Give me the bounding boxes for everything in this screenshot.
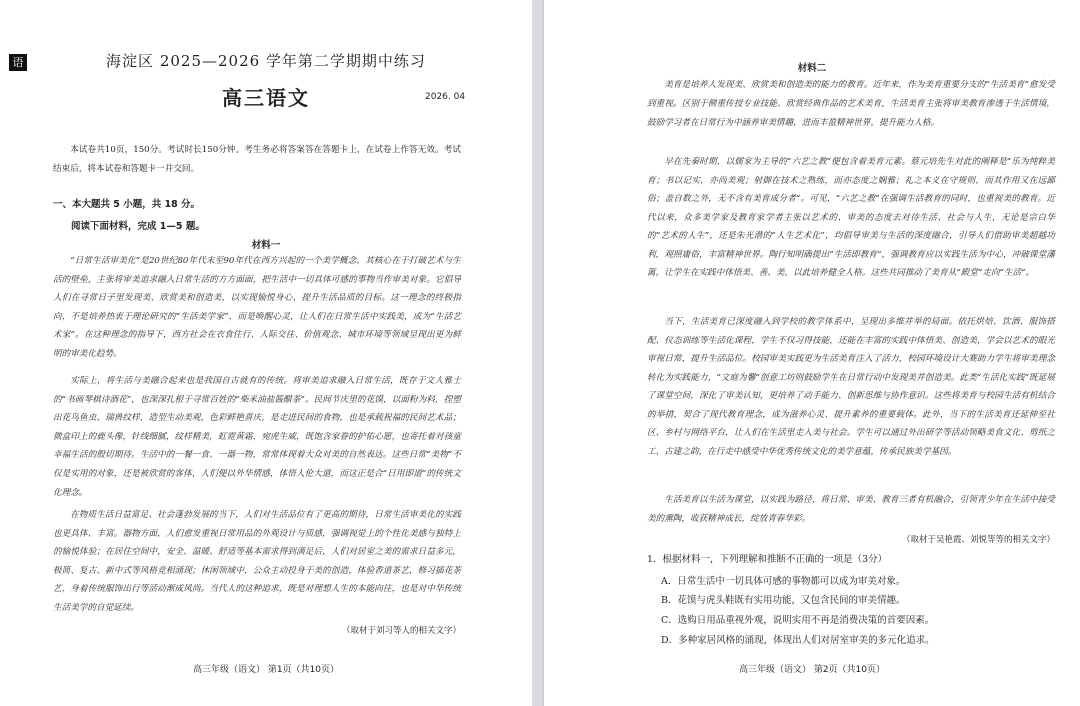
exam-page-2 [544,0,1080,706]
subject-title: 高三语文 [222,86,310,110]
section-heading: 一、本大题共 5 小题，共 18 分。 [53,199,201,210]
material-2-paragraph-1: 美育是培养人发现美、欣赏美和创造美的能力的教育。近年来，作为美育重要分支的“生活美育”愈发受到重视。区别于侧重传授专业技能、欣赏经典作品的艺术美育，生活美育主张将审美教育渗透于生活情境，鼓励学习者在日常行为中涵养审美情趣，进而丰盈精神世界，提升能力人格。 [647,80,1055,128]
page-2-footer: 高三年级（语文） 第2页（共10页） [738,665,886,675]
question-1-option-b: B．花馍与虎头鞋既有实用功能，又包含民间的审美情趣。 [661,595,906,606]
exam-date: 2026. 04 [425,92,466,102]
exam-instructions: 本试卷共10页，150分。考试时长150分钟。考生务必将答案答在答题卡上，在试卷上作答无效。考试结束后，将本试卷和答题卡一并交回。 [53,145,461,174]
subject-tag-badge: 语 [9,54,27,71]
material-2-paragraph-2: 早在先秦时期，以儒家为主导的“六艺之教”便包含着美育元素。蔡元培先生对此的阐释是“乐为纯粹美育；书以记实，亦尚美观；射御在技术之熟练，而亦态度之娴雅；礼之本义在守规则，而其作用又在远鄙俗；盖自数之外，无不含有美育成分者”。可见，“六艺之教”在强调生活教育的同时，也重视美的教育。近代以来，众多美学家及教育家学者主张以艺术的、审美的态度去对待生活、社会与人生，无论是宗白华的“艺术的人生”，还是朱光潜的“人生艺术化”，均倡导审美与生活的深度融合，引导人们借助审美超越功利，观照庸俗，丰富精神世界。陶行知明确提出“生活即教育”，强调教育应以实践生活为中心，冲破课堂藩篱，让学生在实践中体悟美、善、美，以此培养健全人格。这些共同推动了美育从“殿堂”走向“生活”。 [647,157,1055,278]
reading-instruction: 阅读下面材料，完成 1—5 题。 [71,221,205,232]
exam-title: 海淀区 2025—2026 学年第二学期期中练习 [106,52,426,70]
question-1-option-c: C．选购日用品重视外观，说明实用不再是消费决策的首要因素。 [661,615,935,626]
material-1-source: （取材于刘习等人的相关文字） [341,626,461,636]
question-1-option-a: A．日常生活中一切具体可感的事物都可以成为审美对象。 [661,576,906,587]
page-1-footer: 高三年级（语文） 第1页（共10页） [192,665,340,675]
page-gutter [532,0,544,706]
material-1-paragraph-1: “日常生活审美化”是20世纪80年代末至90年代在西方兴起的一个美学概念，其核心在于打破艺术与生活的壁垒，主张将审美追求融入日常生活的方方面面，把生活中一切具体可感的事物当作审美对象。它倡导人们在寻常日子里发现美、欣赏美和创造美，以实现愉悦身心、提升生活品质的目标。这一理念的终极指向，不是培养热衷于理论研究的“生活美学家”，而是唤醒心灵，让人们在日常生活中实践美，成为“生活艺术家”。在这种理念的指导下，西方社会在衣食住行、人际交往、价值观念、城市环境等领域呈现出更为鲜明的审美化趋势。 [53,256,461,359]
material-2-source: （取材于吴艳霞、刘悦等等的相关文字） [901,535,1055,545]
material-2-paragraph-4: 生活美育以生活为课堂，以实践为路径，将日常、审美、教育三者有机融合，引领青少年在生活中接受美的熏陶，收获精神成长，绽放青春华彩。 [647,495,1055,524]
material-1-heading: 材料一 [251,240,281,251]
material-2-heading: 材料二 [797,63,827,74]
exam-page-1 [0,0,532,706]
question-1-option-d: D．多种家居风格的涌现，体现出人们对居室审美的多元化追求。 [661,635,935,646]
material-1-paragraph-2: 实际上，将生活与美融合起来也是我国自古就有的传统。将审美追求融入日常生活，既存于文人雅士的“书画琴棋诗酒花”，也深深扎根于寻常百姓的“柴米油盐酱醋茶”。民间节庆里的花馍，以面粉为料，捏塑出花鸟鱼虫、瑞兽纹样，造型生动美观，色彩鲜艳喜庆，是走进民间的食物，也是承载祝福的民间艺术品；微盒印上的鹿头像，针线细腻，纹样精美，虹霓黄霜，宛虎生威，既饱含家眷的护佑心愿，也寄托着对孩童幸福生活的殷切期待。生活中的一餐一食、一器一物，常常体现着大众对美的自然表达。这些日常“美物”不仅是实用的对象，还是被欣赏的客体，人们便以外华情感，体悟人伦大道，而这正是合“日用即道”的传统文化理念。 [53,376,461,498]
material-2-paragraph-3: 当下，生活美育已深度融入到学校的教学体系中，呈现出多维并举的局面。依托烘焙、饮酒、服饰搭配、仪态训练等生活化课程，学生不仅习得技能，还能在丰富的实践中体悟美、创造美，学会以艺术的眼光审视日常，提升生活品位。校园审美实践更为生活美育注入了活力，校园环境设计大赛助力学生将审美理念转化为实践能力，“文庭为馨”创意工坊则鼓励学生在日常行动中发现美并创造美。此类“生活化实践”既延展了课堂空间，深化了审美认知，更培养了动手能力、创新思维与协作意识。这些将美育与校园生活有机结合的举措，契合了现代教育理念，成为滋养心灵、提升素养的重要载体。此外，当下的生活美育还延伸至社区、乡村与网络平台，让人们在生活里走入美与社会。学生可以通过外出研学等活动领略美食文化、剪纸之工、古建之韵，在行走中感受中华优秀传统文化的美学意蕴，传承民族美学基因。 [647,317,1055,457]
question-1-stem: 1．根据材料一，下列理解和推断不正确的一项是（3分） [647,554,888,565]
material-1-paragraph-3: 在物质生活日益富足、社会蓬勃发展的当下，人们对生活品位有了更高的期待，日常生活审美化的实践也更具体、丰富。器物方面，人们愈发重视日常用品的外观设计与质感，强调视觉上的个性化美感与独特上的愉悦体验；在居住空间中，安全、温暖、舒适等基本需求得到满足后，人们对居室之美的需求日益多元，极简、复古、新中式等风格竞相涌现；休闲领域中，公众主动投身于美的创造，体验香道茶艺，修习插花茶艺，身着传统服饰出行等活动渐成风尚。当代人的这种追求，既是对理想人生的本能向往，也是对中华传统生活美学的自觉延续。 [53,510,461,613]
